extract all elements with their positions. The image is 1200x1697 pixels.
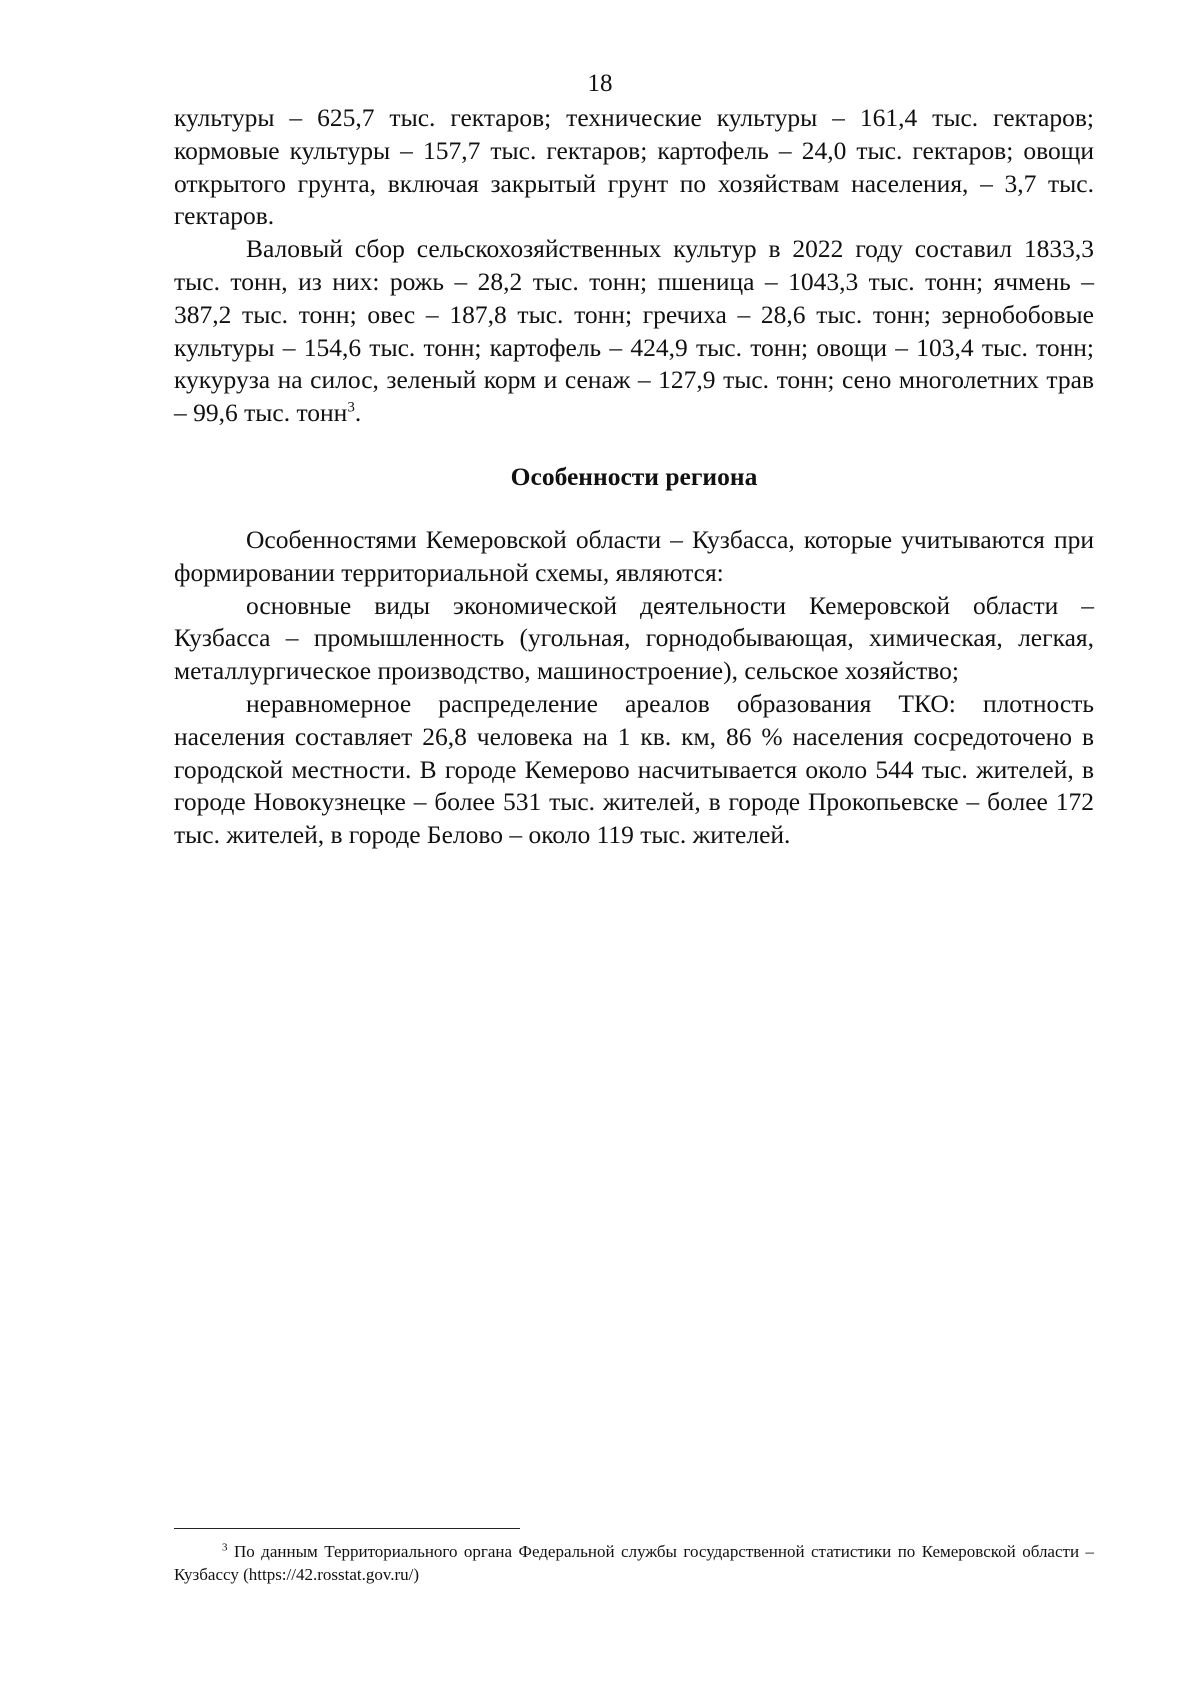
footnote-text: По данным Территориального органа Федеральной службы государственной статистики по Кемеровской области – Кузбассу (https://42.rosstat.gov.ru/) xyxy=(174,1542,1094,1584)
footnote-marker: 3 xyxy=(222,1541,228,1554)
body-text xyxy=(174,102,1094,852)
paragraph-crop-areas: культуры – 625,7 тыс. гектаров; технические культуры – 161,4 тыс. гектаров; кормовые культуры – 157,7 тыс. гектаров; картофель – 24,0 тыс. гектаров; овощи открытого грунта, включая закрытый грунт по хозяйствам населения, – 3,7 тыс. гектаров. xyxy=(174,103,1094,231)
footnote-reference[interactable]: 3 xyxy=(347,399,355,416)
paragraph-economic-activity: основные виды экономической деятельности Кемеровской области – Кузбасса – промышленность (угольная, горнодобывающая, химическая, легкая, металлургическое производство, машиностроение), сельское хозяйство; xyxy=(174,590,1094,686)
paragraph-gross-harvest-end: . xyxy=(354,398,362,428)
page-number: 18 xyxy=(587,70,613,97)
section-heading: Особенности региона xyxy=(510,461,758,491)
paragraph-gross-harvest xyxy=(174,233,1094,430)
paragraph-population-distribution: неравномерное распределение ареалов образования ТКО: плотность населения составляет 26,8 человека на 1 кв. км, 86 % населения сосредоточено в городской местности. В городе Кемерово насчитывается около 544 тыс. жителей, в городе Новокузнецке – более 531 тыс. жителей, в городе Прокопьевске – более 172 тыс. жителей, в городе Белово – около 119 тыс. жителей. xyxy=(174,688,1094,850)
paragraph-region-features-intro: Особенностями Кемеровской области – Кузбасса, которые учитываются при формировании территориальной схемы, являются: xyxy=(174,524,1094,587)
footnote xyxy=(174,1540,1094,1586)
paragraph-gross-harvest-text: Валовый сбор сельскохозяйственных культур в 2022 году составил 1833,3 тыс. тонн, из них: рожь – 28,2 тыс. тонн; пшеница – 1043,3 тыс. тонн; ячмень – 387,2 тыс. тонн; овес – 187,8 тыс. тонн; гречиха – 28,6 тыс. тонн; зернобобовые культуры – 154,6 тыс. тонн; картофель – 424,9 тыс. тонн; овощи – 103,4 тыс. тонн; кукуруза на силос, зеленый корм и сенаж – 127,9 тыс. тонн; сено многолетних трав – 99,6 тыс. тонн xyxy=(174,234,1094,428)
footnote-separator xyxy=(174,1528,520,1529)
